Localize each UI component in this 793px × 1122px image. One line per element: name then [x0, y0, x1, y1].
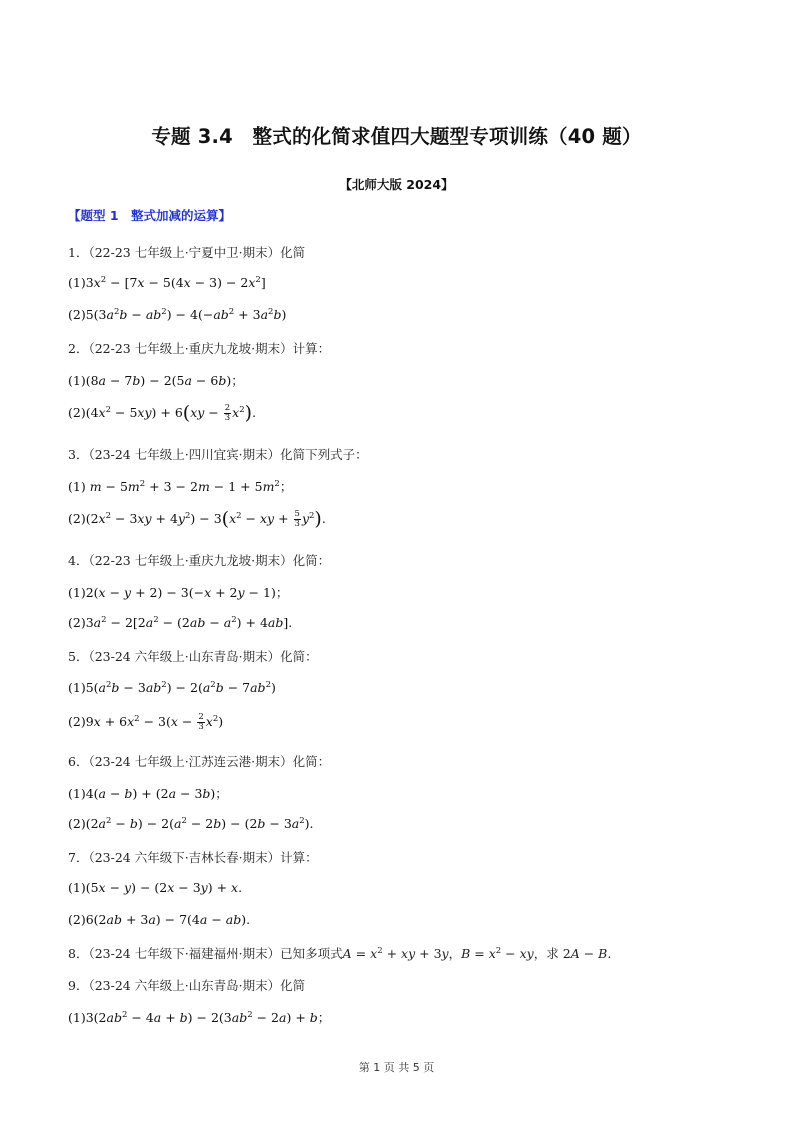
- question-7-part-2: (2)6(2ab + 3a) − 7(4a − ab).: [68, 912, 251, 927]
- question-6-head: 6．（23-24 七年级上·江苏连云港·期末）化简：: [68, 754, 331, 769]
- question-2-head: 2．（22-23 七年级上·重庆九龙坡·期末）计算：: [68, 341, 331, 356]
- question-1-part-2: $(2)5(3a^2b - ab^2) - 4(-ab^2 + 3a^2b)$: [68, 307, 287, 322]
- question-5-head: 5．（23-24 六年级上·山东青岛·期末）化简：: [68, 649, 318, 664]
- question-6-part-1: (1)4(a − b) + (2a − 3b)；: [68, 786, 228, 801]
- question-3-head: 3．（23-24 七年级上·四川宜宾·期末）化简下列式子：: [68, 447, 368, 462]
- question-7-head: 7．（23-24 六年级下·吉林长春·期末）计算：: [68, 850, 318, 865]
- page-footer: 第 1 页 共 5 页: [358, 1061, 435, 1074]
- question-1-part-1: $(1)3x^2 - [7x - 5(4x - 3) - 2x^2]$: [68, 275, 266, 290]
- page-title: 专题 3.4 整式的化简求值四大题型专项训练（40 题）: [151, 125, 642, 148]
- question-3-part-1: (1) $m - 5m^2 + 3 - 2m - 1 + 5m^2$；: [68, 479, 293, 494]
- question-9-head: 9．（23-24 六年级上·山东青岛·期末）化简: [68, 978, 306, 993]
- question-2-part-1: (1)(8a − 7b) − 2(5a − 6b)；: [68, 373, 244, 388]
- question-5-part-1: $(1)5(a^2b - 3ab^2) - 2(a^2b - 7ab^2)$: [68, 680, 276, 695]
- question-3-part-2: $(2)(2x^2 - 3xy + 4y^2) - 3(x^2$ − xy + $\frac{5}{3}$ $y^2$).: [68, 508, 326, 530]
- question-9-part-1: $(1)3(2ab^2 - 4a + b) - 2(3ab^2 - 2a) + b$；: [68, 1010, 331, 1025]
- question-4-head: 4．（22-23 七年级上·重庆九龙坡·期末）化简：: [68, 553, 331, 568]
- question-4-part-1: (1)2(x − y + 2) − 3(−x + 2y − 1)；: [68, 585, 289, 600]
- edition-label: 【北师大版 2024】: [339, 177, 454, 192]
- question-6-part-2: $(2)(2a^2 - b) - 2(a^2 - 2b) - (2b - 3a^2)$.: [68, 816, 314, 831]
- section-heading: 【题型 1 整式加减的运算】: [68, 208, 232, 223]
- question-7-part-1: (1)(5x − y) − (2x − 3y) + x.: [68, 880, 243, 895]
- question-4-part-2: $(2)3a^2 - 2[2a^2 - (2ab - a^2) + 4ab]$.: [68, 615, 293, 630]
- question-8-head: 8．（23-24 七年级下·福建福州·期末）已知多项式$A = x^2$ + xy + 3y，$B = x^2$ − xy，求 2A − B.: [68, 946, 612, 961]
- question-2-part-2: $(2)(4x^2 - 5xy) + 6(xy$ − $\frac{2}{3}$ $x^2$).: [68, 402, 257, 424]
- question-5-part-2: $(2)9x + 6x^2 - 3(x$ − $\frac{2}{3}$ $x^2$): [68, 712, 224, 732]
- question-1-head: 1．（22-23 七年级上·宁夏中卫·期末）化简: [68, 245, 306, 260]
